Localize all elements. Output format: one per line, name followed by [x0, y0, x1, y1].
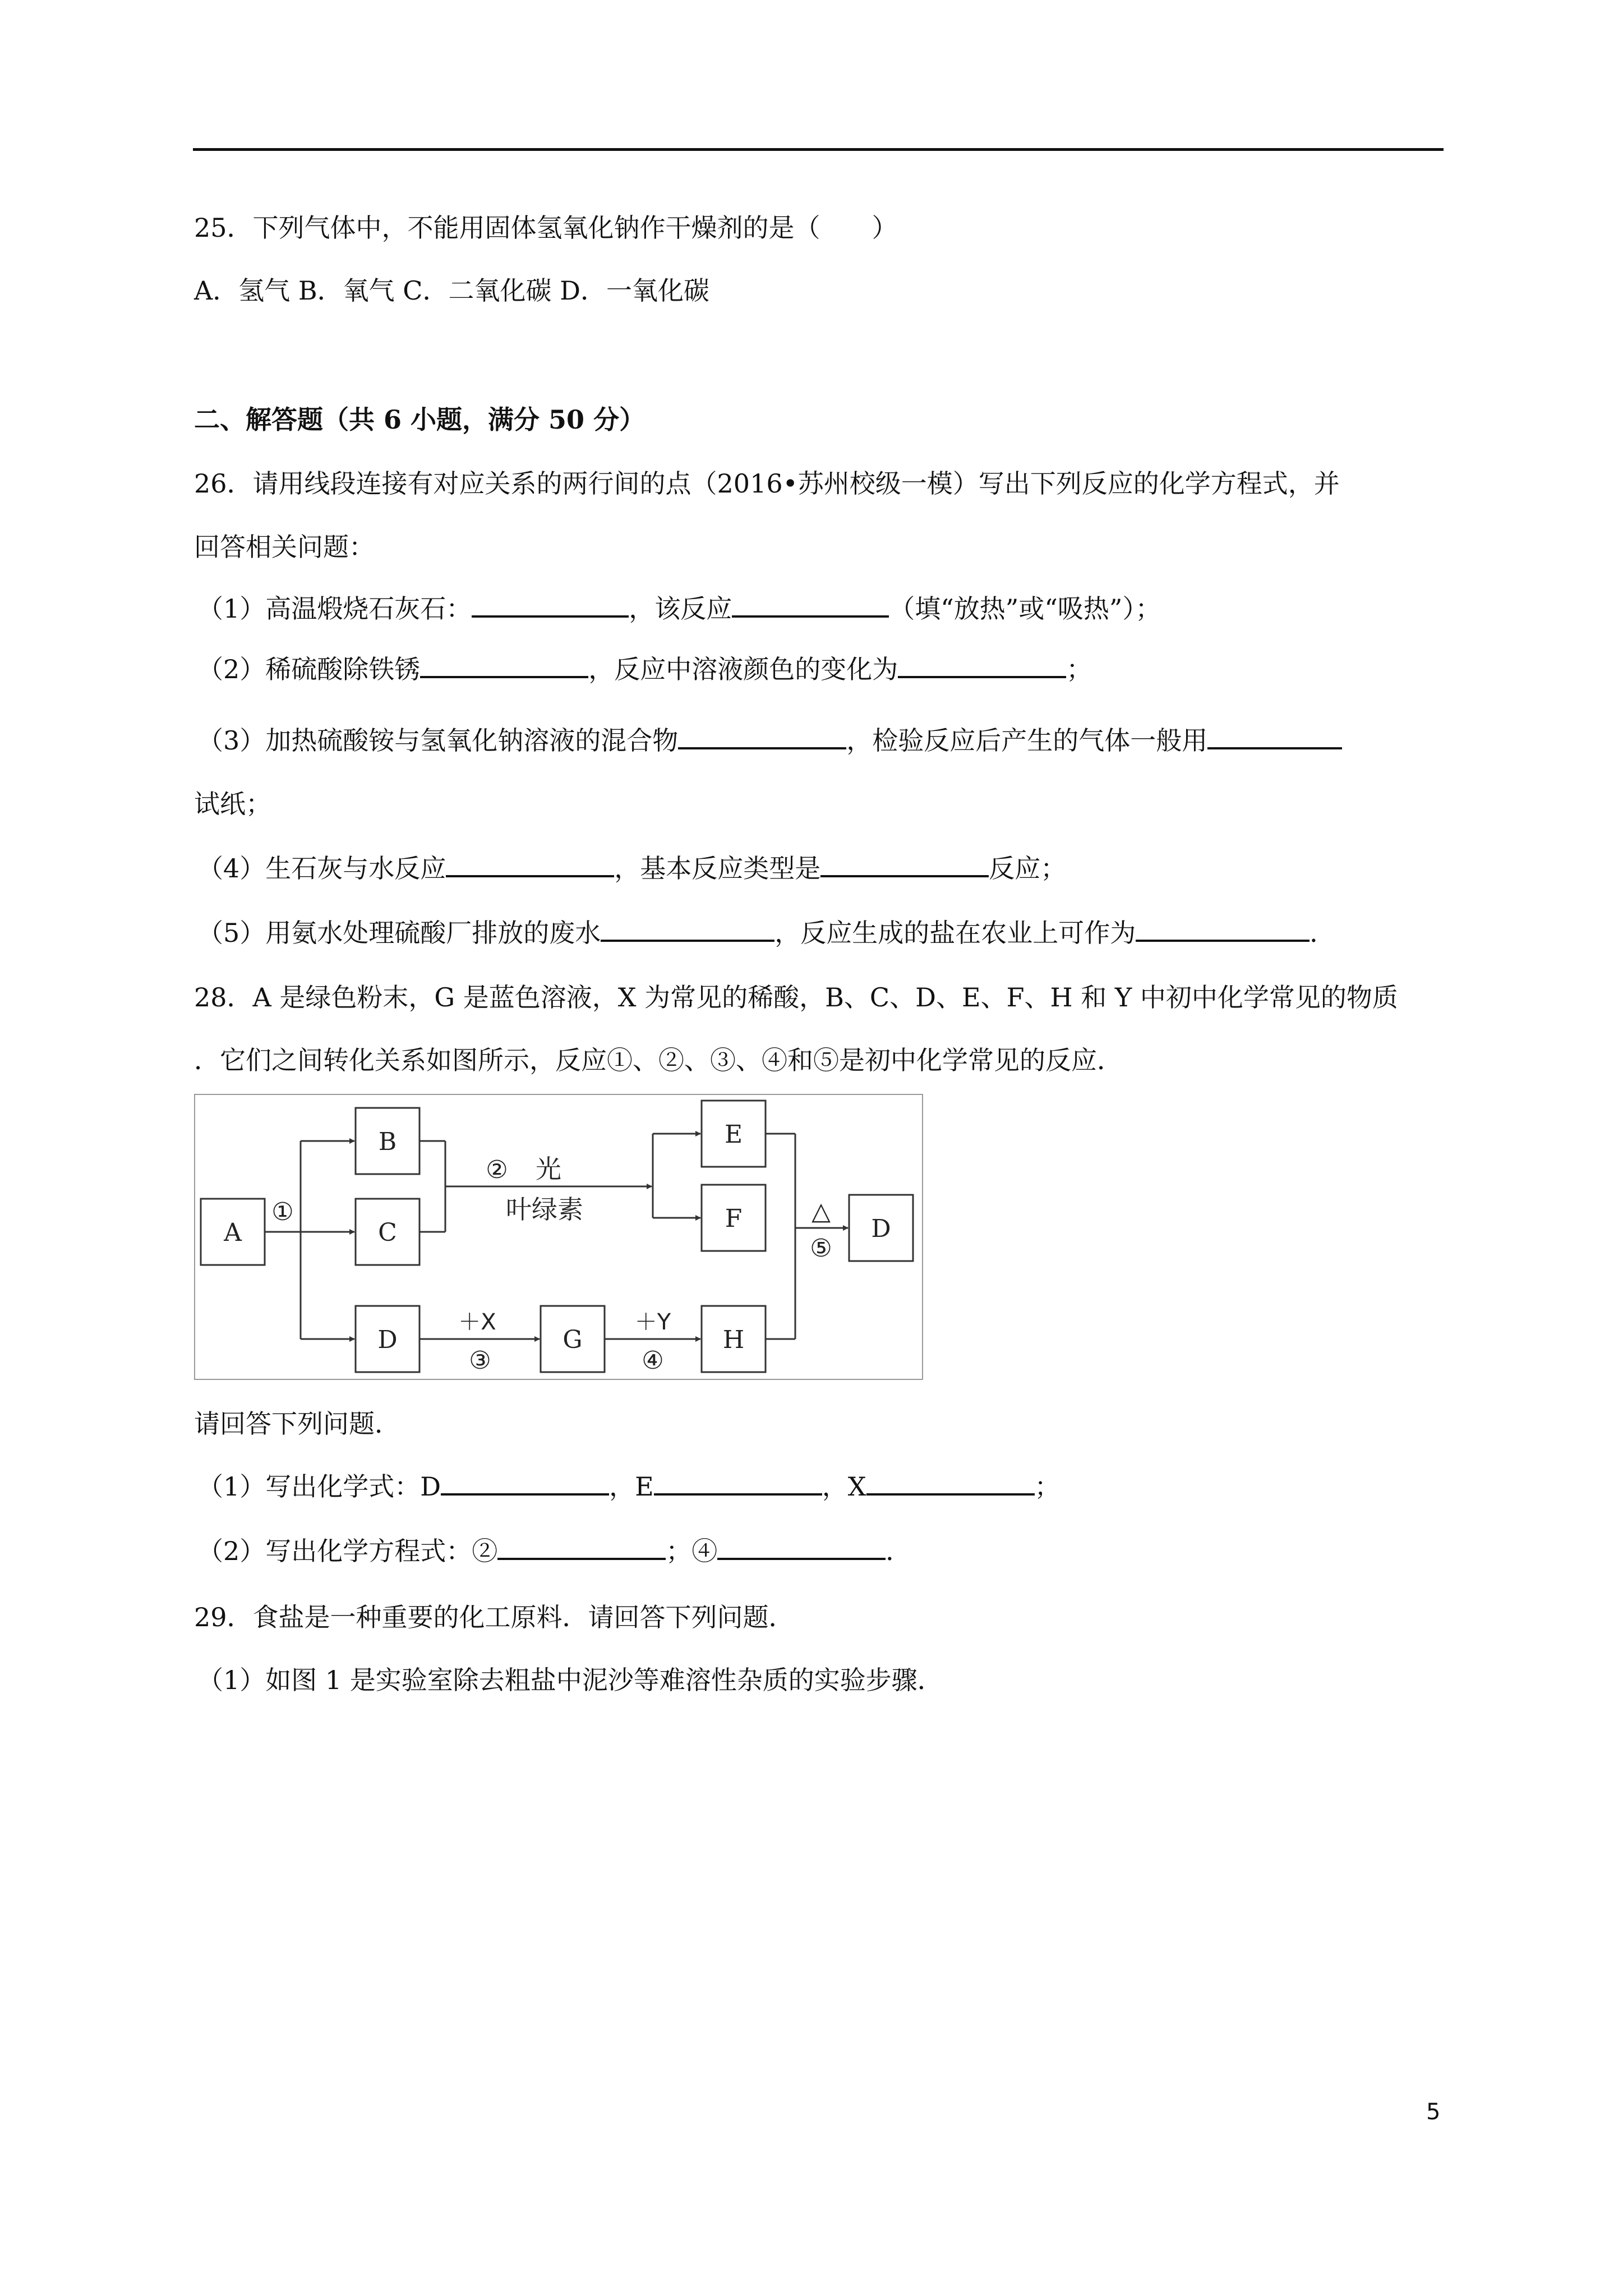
q28-part1: [197, 1470, 1061, 1503]
q28-part2-text-a: （2）写出化学方程式：②: [197, 1536, 498, 1566]
q28-stem-line1: 28．A 是绿色粉末，G 是蓝色溶液，X 为常见的稀酸，B、C、D、E、F、H 和 Y 中初中化学常见的物质: [194, 982, 1398, 1013]
q26-part4-text-c: 反应；: [989, 853, 1067, 884]
answer-blank[interactable]: [732, 593, 889, 618]
box-d-right-label: D: [871, 1214, 891, 1243]
q28-stem-line2: ．它们之间转化关系如图所示，反应①、②、③、④和⑤是初中化学常见的反应．: [194, 1045, 1123, 1075]
reaction-flow-diagram: [194, 1094, 923, 1380]
reaction-2-chlorophyll: 叶绿素: [506, 1194, 583, 1225]
q26-part2: [197, 652, 1092, 686]
q26-stem-line1: 26．请用线段连接有对应关系的两行间的点（2016•苏州校级一模）写出下列反应的化学方程式，并: [194, 468, 1340, 499]
q28-part2: [197, 1534, 911, 1568]
q26-part3-continued: 试纸；: [194, 789, 271, 819]
reaction-5-heat: △: [811, 1197, 831, 1226]
q26-part4-text-a: （4）生石灰与水反应: [197, 853, 446, 884]
box-f-label: F: [725, 1204, 743, 1233]
answer-blank[interactable]: [441, 1471, 609, 1496]
answer-blank[interactable]: [497, 1535, 666, 1560]
reaction-4-marker: ④: [642, 1346, 664, 1375]
reaction-3-marker: ③: [469, 1346, 491, 1375]
answer-blank[interactable]: [420, 654, 588, 678]
answer-blank[interactable]: [446, 853, 614, 877]
q26-part3-text-a: （3）加热硫酸铵与氢氧化钠溶液的混合物: [197, 725, 679, 756]
q28-prompt: 请回答下列问题．: [194, 1409, 400, 1439]
reaction-2-light: 光: [536, 1154, 561, 1184]
q26-part3: [197, 724, 1342, 757]
answer-blank[interactable]: [601, 917, 774, 942]
page-number: 5: [1426, 2099, 1441, 2125]
q26-part5-text-c: ．: [1310, 918, 1336, 948]
answer-blank[interactable]: [678, 725, 846, 749]
q26-part1: [197, 592, 1161, 625]
box-g-label: G: [562, 1326, 583, 1354]
reaction-4-reagent: ＋Y: [634, 1309, 671, 1335]
reaction-3-reagent: ＋X: [458, 1309, 496, 1335]
answer-blank[interactable]: [866, 1471, 1035, 1496]
q29-part1: （1）如图 1 是实验室除去粗盐中泥沙等难溶性杂质的实验步骤．: [197, 1665, 943, 1695]
header-rule: [193, 148, 1444, 151]
q26-part1-text-a: （1）高温煅烧石灰石：: [197, 593, 472, 624]
reaction-1-marker: ①: [271, 1198, 294, 1226]
box-c-label: C: [378, 1218, 397, 1247]
q29-stem: 29．食盐是一种重要的化工原料．请回答下列问题．: [194, 1602, 795, 1632]
answer-blank[interactable]: [898, 654, 1066, 678]
answer-blank[interactable]: [820, 853, 989, 877]
answer-blank[interactable]: [654, 1471, 822, 1496]
q28-part1-text-b: ，E: [609, 1471, 654, 1502]
q26-stem-line2: 回答相关问题：: [194, 532, 375, 562]
box-h-label: H: [722, 1326, 745, 1354]
q25-options: A．氢气 B．氧气 C．二氧化碳 D．一氧化碳: [194, 275, 709, 306]
section-heading: 二、解答题（共 6 小题，满分 50 分）: [194, 404, 645, 435]
box-e-label: E: [724, 1120, 743, 1149]
answer-blank[interactable]: [1136, 917, 1310, 942]
q26-part1-text-c: （填“放热”或“吸热”）；: [889, 593, 1161, 624]
q26-part5: [197, 916, 1335, 950]
q25-stem: 25．下列气体中，不能用固体氢氧化钠作干燥剂的是（ ）: [194, 213, 898, 243]
q26-part2-text-c: ；: [1066, 654, 1092, 684]
answer-blank[interactable]: [472, 593, 629, 618]
q26-part5-text-a: （5）用氨水处理硫酸厂排放的废水: [197, 918, 601, 948]
answer-blank[interactable]: [717, 1535, 886, 1560]
q28-part2-text-c: ．: [886, 1536, 912, 1566]
box-d-left-label: D: [377, 1326, 398, 1354]
answer-blank[interactable]: [1207, 725, 1342, 749]
q26-part1-text-b: ，该反应: [629, 593, 732, 624]
q26-part2-text-a: （2）稀硫酸除铁锈: [197, 654, 421, 684]
q26-part5-text-b: ，反应生成的盐在农业上可作为: [774, 918, 1136, 948]
q28-part1-text-a: （1）写出化学式：D: [197, 1471, 441, 1502]
reaction-2-marker: ②: [486, 1156, 508, 1184]
q26-part2-text-b: ，反应中溶液颜色的变化为: [588, 654, 898, 684]
q28-part2-text-b: ；④: [666, 1536, 718, 1566]
box-a-label: A: [224, 1218, 242, 1247]
q26-part4: [197, 852, 1066, 885]
q28-part1-text-c: ，X: [822, 1471, 866, 1502]
q26-part4-text-b: ，基本反应类型是: [614, 853, 821, 884]
q26-part3-text-b: ，检验反应后产生的气体一般用: [846, 725, 1208, 756]
q28-part1-text-d: ；: [1034, 1471, 1061, 1502]
box-b-label: B: [378, 1128, 397, 1156]
reaction-5-marker: ⑤: [810, 1234, 832, 1263]
